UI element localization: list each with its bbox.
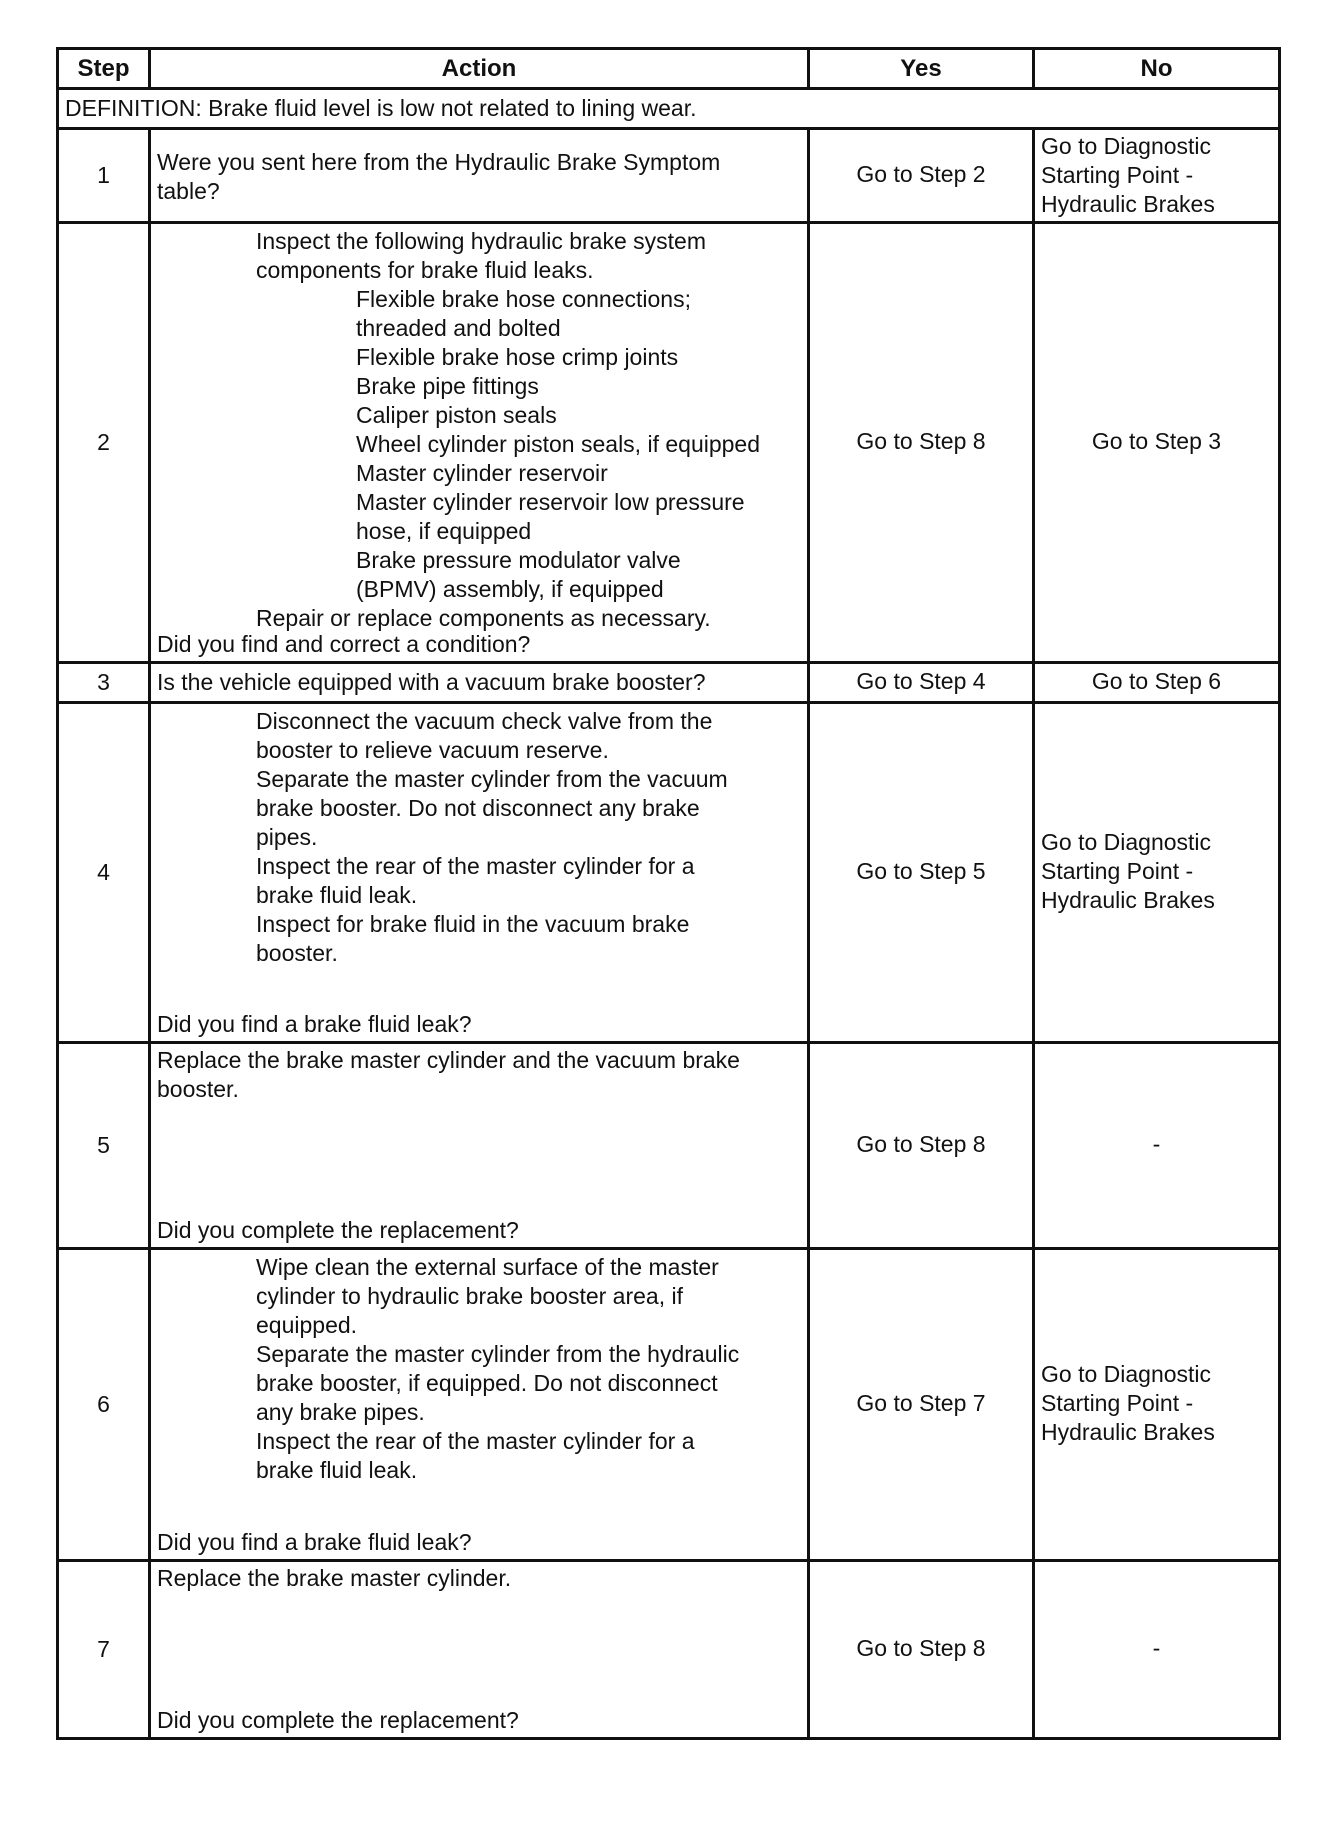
question-text: Did you complete the replacement?	[157, 1707, 519, 1733]
table-row-step-6	[58, 1249, 1280, 1561]
step-number: 3	[58, 663, 150, 703]
table-row-step-5	[58, 1043, 1280, 1249]
no-cell: -	[1034, 1043, 1280, 1249]
yes-cell: Go to Step 8	[809, 1561, 1034, 1739]
instruction-text: components for brake fluid leaks.	[256, 257, 594, 283]
instruction-text: booster.	[256, 940, 338, 966]
instruction-text: booster.	[157, 1076, 239, 1102]
instruction-text: brake fluid leak.	[256, 882, 418, 908]
instruction-text: Replace the brake master cylinder and the vacuum brake	[157, 1047, 740, 1073]
instruction-text: pipes.	[256, 824, 318, 850]
instruction-text: cylinder to hydraulic brake booster area, if	[256, 1283, 683, 1309]
instruction-text: Wipe clean the external surface of the master	[256, 1254, 719, 1280]
step-number: 5	[58, 1043, 150, 1249]
instruction-text: Inspect the rear of the master cylinder for a	[256, 853, 695, 879]
action-cell	[150, 1043, 809, 1249]
table-row-step-2	[58, 223, 1280, 663]
no-text: Hydraulic Brakes	[1041, 887, 1215, 913]
no-text: Starting Point -	[1041, 1390, 1194, 1416]
no-text: Go to Diagnostic	[1041, 133, 1212, 159]
yes-cell: Go to Step 7	[809, 1249, 1034, 1561]
no-text: Hydraulic Brakes	[1041, 1419, 1215, 1445]
action-cell	[150, 663, 809, 703]
diagnostic-table	[56, 47, 1281, 1740]
instruction-text: Inspect for brake fluid in the vacuum brake	[256, 911, 690, 937]
step-number: 2	[58, 223, 150, 663]
step-number: 7	[58, 1561, 150, 1739]
component-item: hose, if equipped	[356, 518, 532, 544]
question-text: table?	[157, 177, 220, 204]
action-cell	[150, 129, 809, 223]
instruction-text: Inspect the following hydraulic brake system	[256, 228, 706, 254]
component-item: threaded and bolted	[356, 315, 561, 341]
instruction-text: brake booster. Do not disconnect any brake	[256, 795, 700, 821]
header-action: Action	[150, 49, 809, 89]
table-row-step-4	[58, 703, 1280, 1043]
component-item: Master cylinder reservoir low pressure	[356, 489, 745, 515]
no-cell	[1034, 129, 1280, 223]
instruction-text: equipped.	[256, 1312, 358, 1338]
no-text: Starting Point -	[1041, 162, 1194, 188]
question-text: Were you sent here from the Hydraulic Brake Symptom	[157, 148, 721, 175]
table-row-step-1	[58, 129, 1280, 223]
instruction-text: Separate the master cylinder from the vacuum	[256, 766, 728, 792]
no-text: Starting Point -	[1041, 858, 1194, 884]
yes-cell: Go to Step 8	[809, 223, 1034, 663]
step-number: 6	[58, 1249, 150, 1561]
header-row	[58, 49, 1280, 89]
instruction-text: Repair or replace components as necessary.	[256, 605, 711, 631]
instruction-text: Separate the master cylinder from the hydraulic	[256, 1341, 740, 1367]
instruction-text: booster to relieve vacuum reserve.	[256, 737, 609, 763]
instruction-text: brake fluid leak.	[256, 1457, 418, 1483]
yes-cell: Go to Step 4	[809, 663, 1034, 703]
yes-cell: Go to Step 2	[809, 129, 1034, 223]
component-item: Flexible brake hose connections;	[356, 286, 691, 312]
component-item: Brake pipe fittings	[356, 373, 539, 399]
no-cell: Go to Step 6	[1034, 663, 1280, 703]
no-text: Go to Diagnostic	[1041, 1361, 1212, 1387]
action-cell	[150, 1561, 809, 1739]
definition-row	[58, 89, 1280, 129]
table-row-step-3	[58, 663, 1280, 703]
component-item: Caliper piston seals	[356, 402, 557, 428]
question-text: Is the vehicle equipped with a vacuum brake booster?	[157, 669, 706, 695]
instruction-text: Replace the brake master cylinder.	[157, 1565, 512, 1591]
no-text: Hydraulic Brakes	[1041, 191, 1215, 217]
yes-cell: Go to Step 8	[809, 1043, 1034, 1249]
question-text: Did you find and correct a condition?	[157, 631, 531, 657]
definition-text: DEFINITION: Brake fluid level is low not related to lining wear.	[58, 89, 1280, 129]
header-no: No	[1034, 49, 1280, 89]
component-item: (BPMV) assembly, if equipped	[356, 576, 664, 602]
step-number: 1	[58, 129, 150, 223]
yes-cell: Go to Step 5	[809, 703, 1034, 1043]
question-text: Did you find a brake fluid leak?	[157, 1529, 472, 1555]
instruction-text: brake booster, if equipped. Do not disconnect	[256, 1370, 718, 1396]
component-item: Brake pressure modulator valve	[356, 547, 681, 573]
table-row-step-7	[58, 1561, 1280, 1739]
component-item: Master cylinder reservoir	[356, 460, 608, 486]
no-text: Go to Diagnostic	[1041, 829, 1212, 855]
step-number: 4	[58, 703, 150, 1043]
question-text: Did you find a brake fluid leak?	[157, 1011, 472, 1037]
header-yes: Yes	[809, 49, 1034, 89]
component-item: Wheel cylinder piston seals, if equipped	[356, 431, 761, 457]
no-cell	[1034, 1249, 1280, 1561]
instruction-text: Disconnect the vacuum check valve from the	[256, 708, 713, 734]
action-cell	[150, 703, 809, 1043]
instruction-text: any brake pipes.	[256, 1399, 425, 1425]
action-cell	[150, 223, 809, 663]
no-cell	[1034, 703, 1280, 1043]
component-item: Flexible brake hose crimp joints	[356, 344, 679, 370]
action-cell	[150, 1249, 809, 1561]
no-cell: Go to Step 3	[1034, 223, 1280, 663]
instruction-text: Inspect the rear of the master cylinder for a	[256, 1428, 695, 1454]
header-step: Step	[58, 49, 150, 89]
question-text: Did you complete the replacement?	[157, 1217, 519, 1243]
no-cell: -	[1034, 1561, 1280, 1739]
